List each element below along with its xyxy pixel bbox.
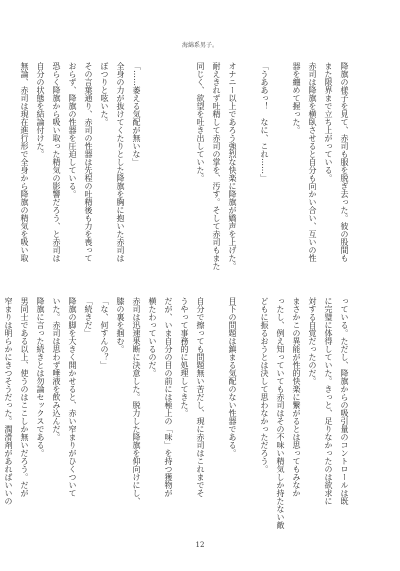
text-line: 赤司は迅速果断に決意した。脱力した降旗を仰向けにし、 <box>132 297 141 505</box>
text-line: 赤司は降旗を横臥させると自分も向かい合い、互いの性 <box>308 62 317 262</box>
text-line <box>144 62 160 278</box>
text-line <box>240 297 256 513</box>
text-line: 「……萎える気配が無いな」 <box>132 62 141 166</box>
text-line: 横たわっているのだ。 <box>148 297 157 377</box>
text-block-lower <box>4 297 352 529</box>
text-line: 全身の力が抜けてくたりとした降旗を胸に抱いた赤司は <box>116 62 125 262</box>
text-line <box>240 62 256 278</box>
text-line: 「うああっ！ なに、これ……」 <box>260 62 269 182</box>
text-line: 耐えきれず吐精して赤司の掌を、汚す。そして赤司もまた <box>212 62 221 270</box>
text-line: 降旗に言った続きとは勿論セックスである。 <box>36 297 45 457</box>
text-line: 自分の状態を結論付けた。 <box>36 62 45 158</box>
text-line: いた。赤司は思わず唾液を飲み込んだ。 <box>52 297 61 441</box>
text-line: 降旗の脚を大きく開かせると、赤い窄まりがひくついて <box>68 297 77 497</box>
text-line: 無論、赤司は現在進行形で全身から降旗の精気を吸い取 <box>20 62 29 262</box>
text-line: っている。ただし、降旗からの吸引量のコントロールは既 <box>340 297 349 505</box>
running-head: 海綿系男子。 <box>181 42 218 49</box>
text-line: 目下の問題は鎮まる気配のない性器である。 <box>228 297 237 457</box>
text-line <box>272 62 288 278</box>
text-line: うやって事務的に処理してきた。 <box>180 297 189 417</box>
text-line: 同じく、欲望を吐き出していた。 <box>196 62 205 182</box>
text-line: その言葉通り、赤司の性器は先程の吐精後も力を喪って <box>84 62 93 262</box>
text-line: 自分で擦っても問題無い苦だし、現に赤司はこれまでそ <box>196 297 205 497</box>
text-line: 男同士である以上、使うのはここしか無いだろう。だが <box>20 297 29 497</box>
text-line: ったし、例え知っていても赤司はその不味い精気しか持たない敵 <box>276 297 285 529</box>
text-line: 降旗の様子を見て、赤司も服を脱ぎ去った。彼の股間も <box>340 62 349 262</box>
text-line: おらず、降旗の性器を圧迫している。 <box>68 62 77 198</box>
text-line <box>208 297 224 513</box>
text-block-upper <box>20 62 352 278</box>
text-line: 「続きだ」 <box>84 297 93 337</box>
text-line: 膝の裏を掴む。 <box>116 297 125 353</box>
text-line <box>160 62 176 278</box>
text-line: 窄まりは明らかにきつそうだった。潤滑剤があればいいの <box>4 297 13 505</box>
text-line: 対する自覚だったのだ。 <box>308 297 317 385</box>
text-line: 「な、何すんの？」 <box>100 297 109 369</box>
text-line: また限界まで立ち上がっている。 <box>324 62 333 182</box>
text-line: だが、いま自分の目の前には極上の「味」を持つ獲物が <box>164 297 173 497</box>
text-line: オナニー以上であろう強烈な快楽に降旗が嬌声を上げた。 <box>228 62 237 270</box>
page-number: 12 <box>195 541 205 549</box>
text-line: まさかこの異能が性的快楽に繋がるとは思ってもみなか <box>292 297 301 497</box>
text-line <box>176 62 192 278</box>
text-line: 器を纏めて握った。 <box>292 62 301 134</box>
text-line: 恐らく降旗から吸い取った精気の影響だろう、と赤司は <box>52 62 61 262</box>
text-line: どもに振るおうとは決して思わなかっただろう。 <box>260 297 269 473</box>
text-line: ぼつりと呟いた。 <box>100 62 109 126</box>
text-line: に完璧に体得していた。きっと、足りなかったのは欲求に <box>324 297 333 505</box>
